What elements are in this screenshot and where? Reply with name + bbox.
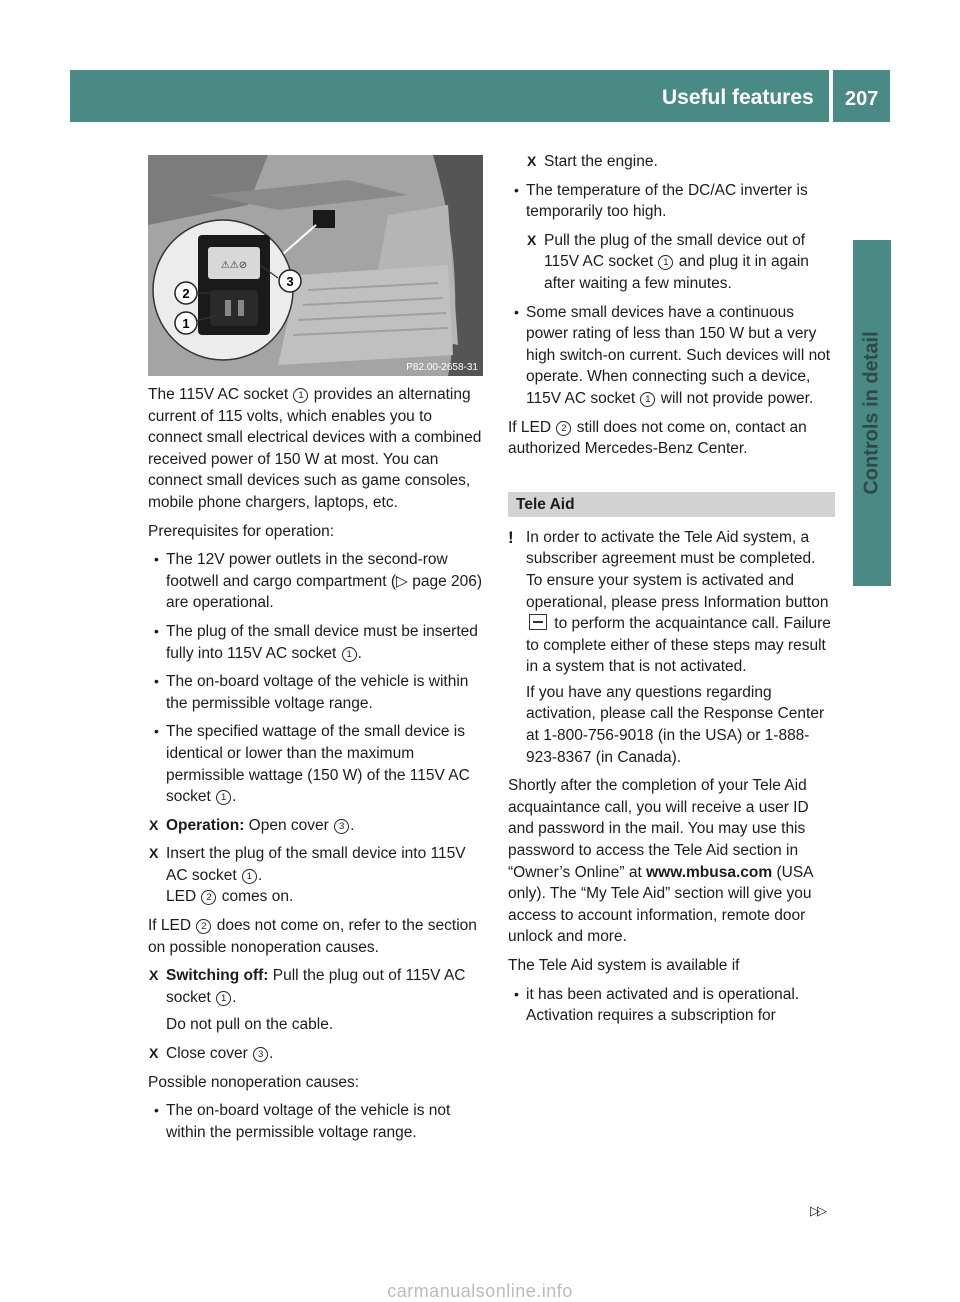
callout-3-ref: 3 <box>253 1047 268 1062</box>
cause-bullet-1: • The on-board voltage of the vehicle is not within the permissible voltage range. <box>148 1100 483 1143</box>
prereq-bullet-2: • The plug of the small device must be inserted fully into 115V AC socket 1 . <box>148 621 483 664</box>
header-divider <box>829 70 833 122</box>
callout-1-ref: 1 <box>216 790 231 805</box>
step-switching-off: X Switching off: Pull the plug out of 115V AC socket 1 . <box>148 965 483 1008</box>
cargo-socket-photo <box>148 155 483 376</box>
callout-1-ref: 1 <box>216 991 231 1006</box>
step-pull-plug: X Pull the plug of the small device out of 115V AC socket 1 and plug it in again after waiting a few minutes. <box>526 230 835 295</box>
svg-text:⚠⚠⊘: ⚠⚠⊘ <box>220 260 248 271</box>
callout-2-label: 2 <box>182 286 190 301</box>
watermark: carmanualsonline.info <box>387 1281 573 1301</box>
prereq-bullet-1: • The 12V power outlets in the second-row footwell and cargo compartment (▷ page 206) are operational. <box>148 549 483 614</box>
callout-1-ref: 1 <box>293 388 308 403</box>
mbusa-link: www.mbusa.com <box>646 863 773 881</box>
information-button-icon <box>529 614 547 630</box>
cause-bullet-2: • The temperature of the DC/AC inverter is temporarily too high. <box>508 180 835 223</box>
callout-1-label: 1 <box>182 316 190 331</box>
availability-bullet-1: • it has been activated and is operational. Activation requires a subscription for <box>508 984 835 1027</box>
intro-paragraph: The 115V AC socket 1 provides an alternating current of 115 volts, which enables you to connect small electrical devices with a combined received power of 150 W at most. You can connect small devices such as game consoles, mobile phone chargers, laptops, etc. <box>148 386 482 511</box>
callout-3-label: 3 <box>286 274 294 289</box>
acquaintance-paragraph: Shortly after the completion of your Tele Aid acquaintance call, you will receive a user ID and password in the mail. You may use this password to access the Tele Aid section in “Owner’s Online” at www.mbusa.com (USA only). The “My Tele Aid” section will give you access to account information, remote door unlock and more. <box>508 777 813 946</box>
led-on-note: LED 2 comes on. <box>166 888 294 906</box>
step-operation: X Operation: Open cover 3 . <box>148 815 483 837</box>
page-number: 207 <box>845 88 879 110</box>
step-start-engine: X Start the engine. <box>526 151 835 173</box>
prereq-heading: Prerequisites for operation: <box>148 522 335 540</box>
prereq-bullet-3: • The on-board voltage of the vehicle is within the permissible voltage range. <box>148 671 483 714</box>
step-insert-plug: X Insert the plug of the small device into 115V AC socket 1 . <box>148 843 483 886</box>
callout-2-ref: 2 <box>201 890 216 905</box>
response-center-note: If you have any questions regarding activation, please call the Response Center at 1-800-756-9018 (in the USA) or 1-888-923-8367 (in Canada). <box>526 683 825 766</box>
step-close-cover: X Close cover 3 . <box>148 1043 483 1065</box>
causes-heading: Possible nonoperation causes: <box>148 1073 360 1091</box>
tele-aid-warning: ! In order to activate the Tele Aid system, a subscriber agreement must be completed. To ensure your system is activated and operational, please press Information button to perform the acquaintance call. Failure to complete either of these steps may result in a system that is not activated. <box>508 527 831 676</box>
callout-1-ref: 1 <box>242 869 257 884</box>
callout-2-ref: 2 <box>196 919 211 934</box>
figure-code: P82.00-2658-31 <box>406 362 478 373</box>
cause-bullet-3: • Some small devices have a continuous power rating of less than 150 W but a very high switch-on current. Such devices will not operate. When connecting such a device, 115V AC socket 1 will not provide power. <box>508 302 835 410</box>
prereq-bullet-4: • The specified wattage of the small device is identical or lower than the maximum permissible wattage (150 W) of the 115V AC socket 1 . <box>148 721 483 807</box>
section-title: Useful features <box>662 86 814 109</box>
side-tab-label: Controls in detail <box>860 331 883 495</box>
callout-1-ref: 1 <box>658 255 673 270</box>
availability-heading: The Tele Aid system is available if <box>508 957 740 974</box>
continue-arrows-icon: ▷▷ <box>810 1203 824 1218</box>
led-failure-paragraph: If LED 2 does not come on, refer to the section on possible nonoperation causes. <box>148 917 477 956</box>
left-column <box>148 384 483 1143</box>
contact-paragraph: If LED 2 still does not come on, contact an authorized Mercedes-Benz Center. <box>508 418 807 458</box>
callout-1-ref: 1 <box>640 392 655 407</box>
callout-3-ref: 3 <box>334 819 349 834</box>
callout-2-ref: 2 <box>556 421 571 436</box>
warning-icon: ! <box>508 527 514 547</box>
tele-aid-heading: Tele Aid <box>508 492 835 517</box>
right-column <box>508 151 835 1027</box>
callout-1-ref: 1 <box>342 647 357 662</box>
cable-note: Do not pull on the cable. <box>166 1016 334 1034</box>
